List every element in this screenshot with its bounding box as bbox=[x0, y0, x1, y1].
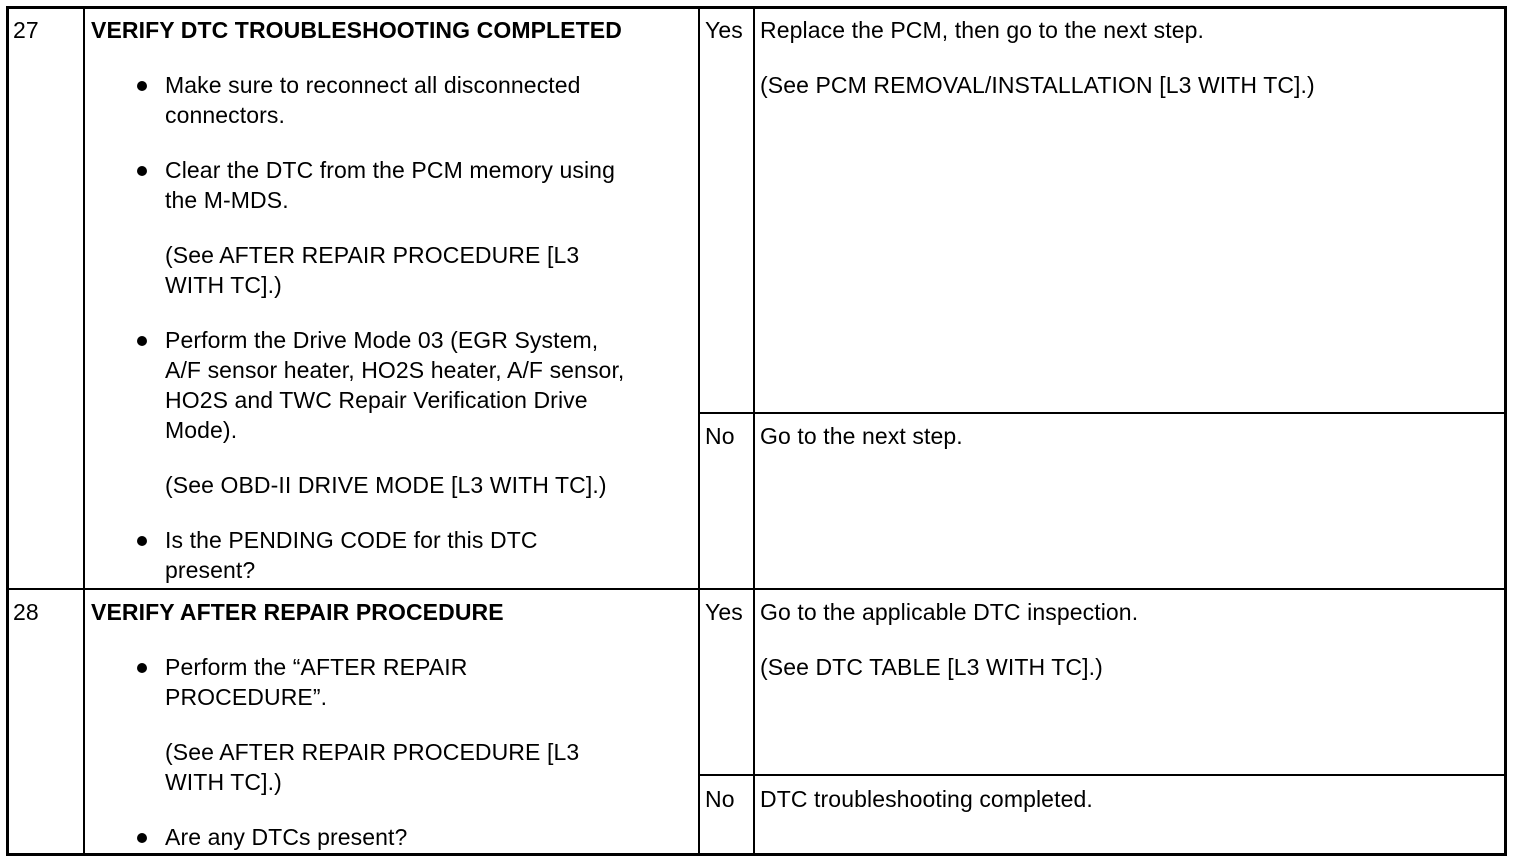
bullet-icon bbox=[137, 833, 147, 843]
answer-action: DTC troubleshooting completed. bbox=[760, 786, 1093, 812]
answer-action: Go to the next step. bbox=[760, 423, 963, 449]
bullet-icon bbox=[137, 336, 147, 346]
column-divider bbox=[83, 9, 85, 853]
troubleshooting-table bbox=[6, 6, 1507, 856]
instruction-item: Clear the DTC from the PCM memory using the M-MDS. bbox=[165, 157, 615, 213]
answer-label-yes: Yes bbox=[705, 599, 743, 625]
answer-action: Go to the applicable DTC inspection. bbox=[760, 599, 1139, 625]
answer-label-no: No bbox=[705, 786, 735, 812]
instruction-reference: (See AFTER REPAIR PROCEDURE [L3 WITH TC].) bbox=[165, 739, 580, 795]
step-number: 28 bbox=[13, 599, 39, 625]
answer-divider bbox=[698, 774, 1504, 776]
answer-action: Replace the PCM, then go to the next step. bbox=[760, 17, 1205, 43]
column-divider bbox=[753, 9, 755, 853]
answer-reference: (See PCM REMOVAL/INSTALLATION [L3 WITH TC].) bbox=[760, 72, 1315, 98]
instruction-item: Perform the Drive Mode 03 (EGR System, A/F sensor heater, HO2S heater, A/F sensor, HO2S and TWC Repair Verification Drive Mode). bbox=[165, 327, 625, 443]
bullet-icon bbox=[137, 663, 147, 673]
step-number: 27 bbox=[13, 17, 39, 43]
answer-divider bbox=[698, 412, 1504, 414]
instruction-item: Is the PENDING CODE for this DTC present? bbox=[165, 527, 538, 583]
bullet-icon bbox=[137, 166, 147, 176]
step-title: VERIFY AFTER REPAIR PROCEDURE bbox=[91, 599, 504, 625]
step-title: VERIFY DTC TROUBLESHOOTING COMPLETED bbox=[91, 17, 622, 43]
answer-label-no: No bbox=[705, 423, 735, 449]
bullet-icon bbox=[137, 81, 147, 91]
instruction-reference: (See OBD-II DRIVE MODE [L3 WITH TC].) bbox=[165, 472, 607, 498]
column-divider bbox=[698, 9, 700, 853]
answer-reference: (See DTC TABLE [L3 WITH TC].) bbox=[760, 654, 1103, 680]
row-divider bbox=[9, 588, 1504, 590]
instruction-item: Perform the “AFTER REPAIR PROCEDURE”. bbox=[165, 654, 468, 710]
instruction-item: Are any DTCs present? bbox=[165, 824, 408, 850]
instruction-reference: (See AFTER REPAIR PROCEDURE [L3 WITH TC].) bbox=[165, 242, 580, 298]
instruction-item: Make sure to reconnect all disconnected connectors. bbox=[165, 72, 581, 128]
bullet-icon bbox=[137, 536, 147, 546]
answer-label-yes: Yes bbox=[705, 17, 743, 43]
